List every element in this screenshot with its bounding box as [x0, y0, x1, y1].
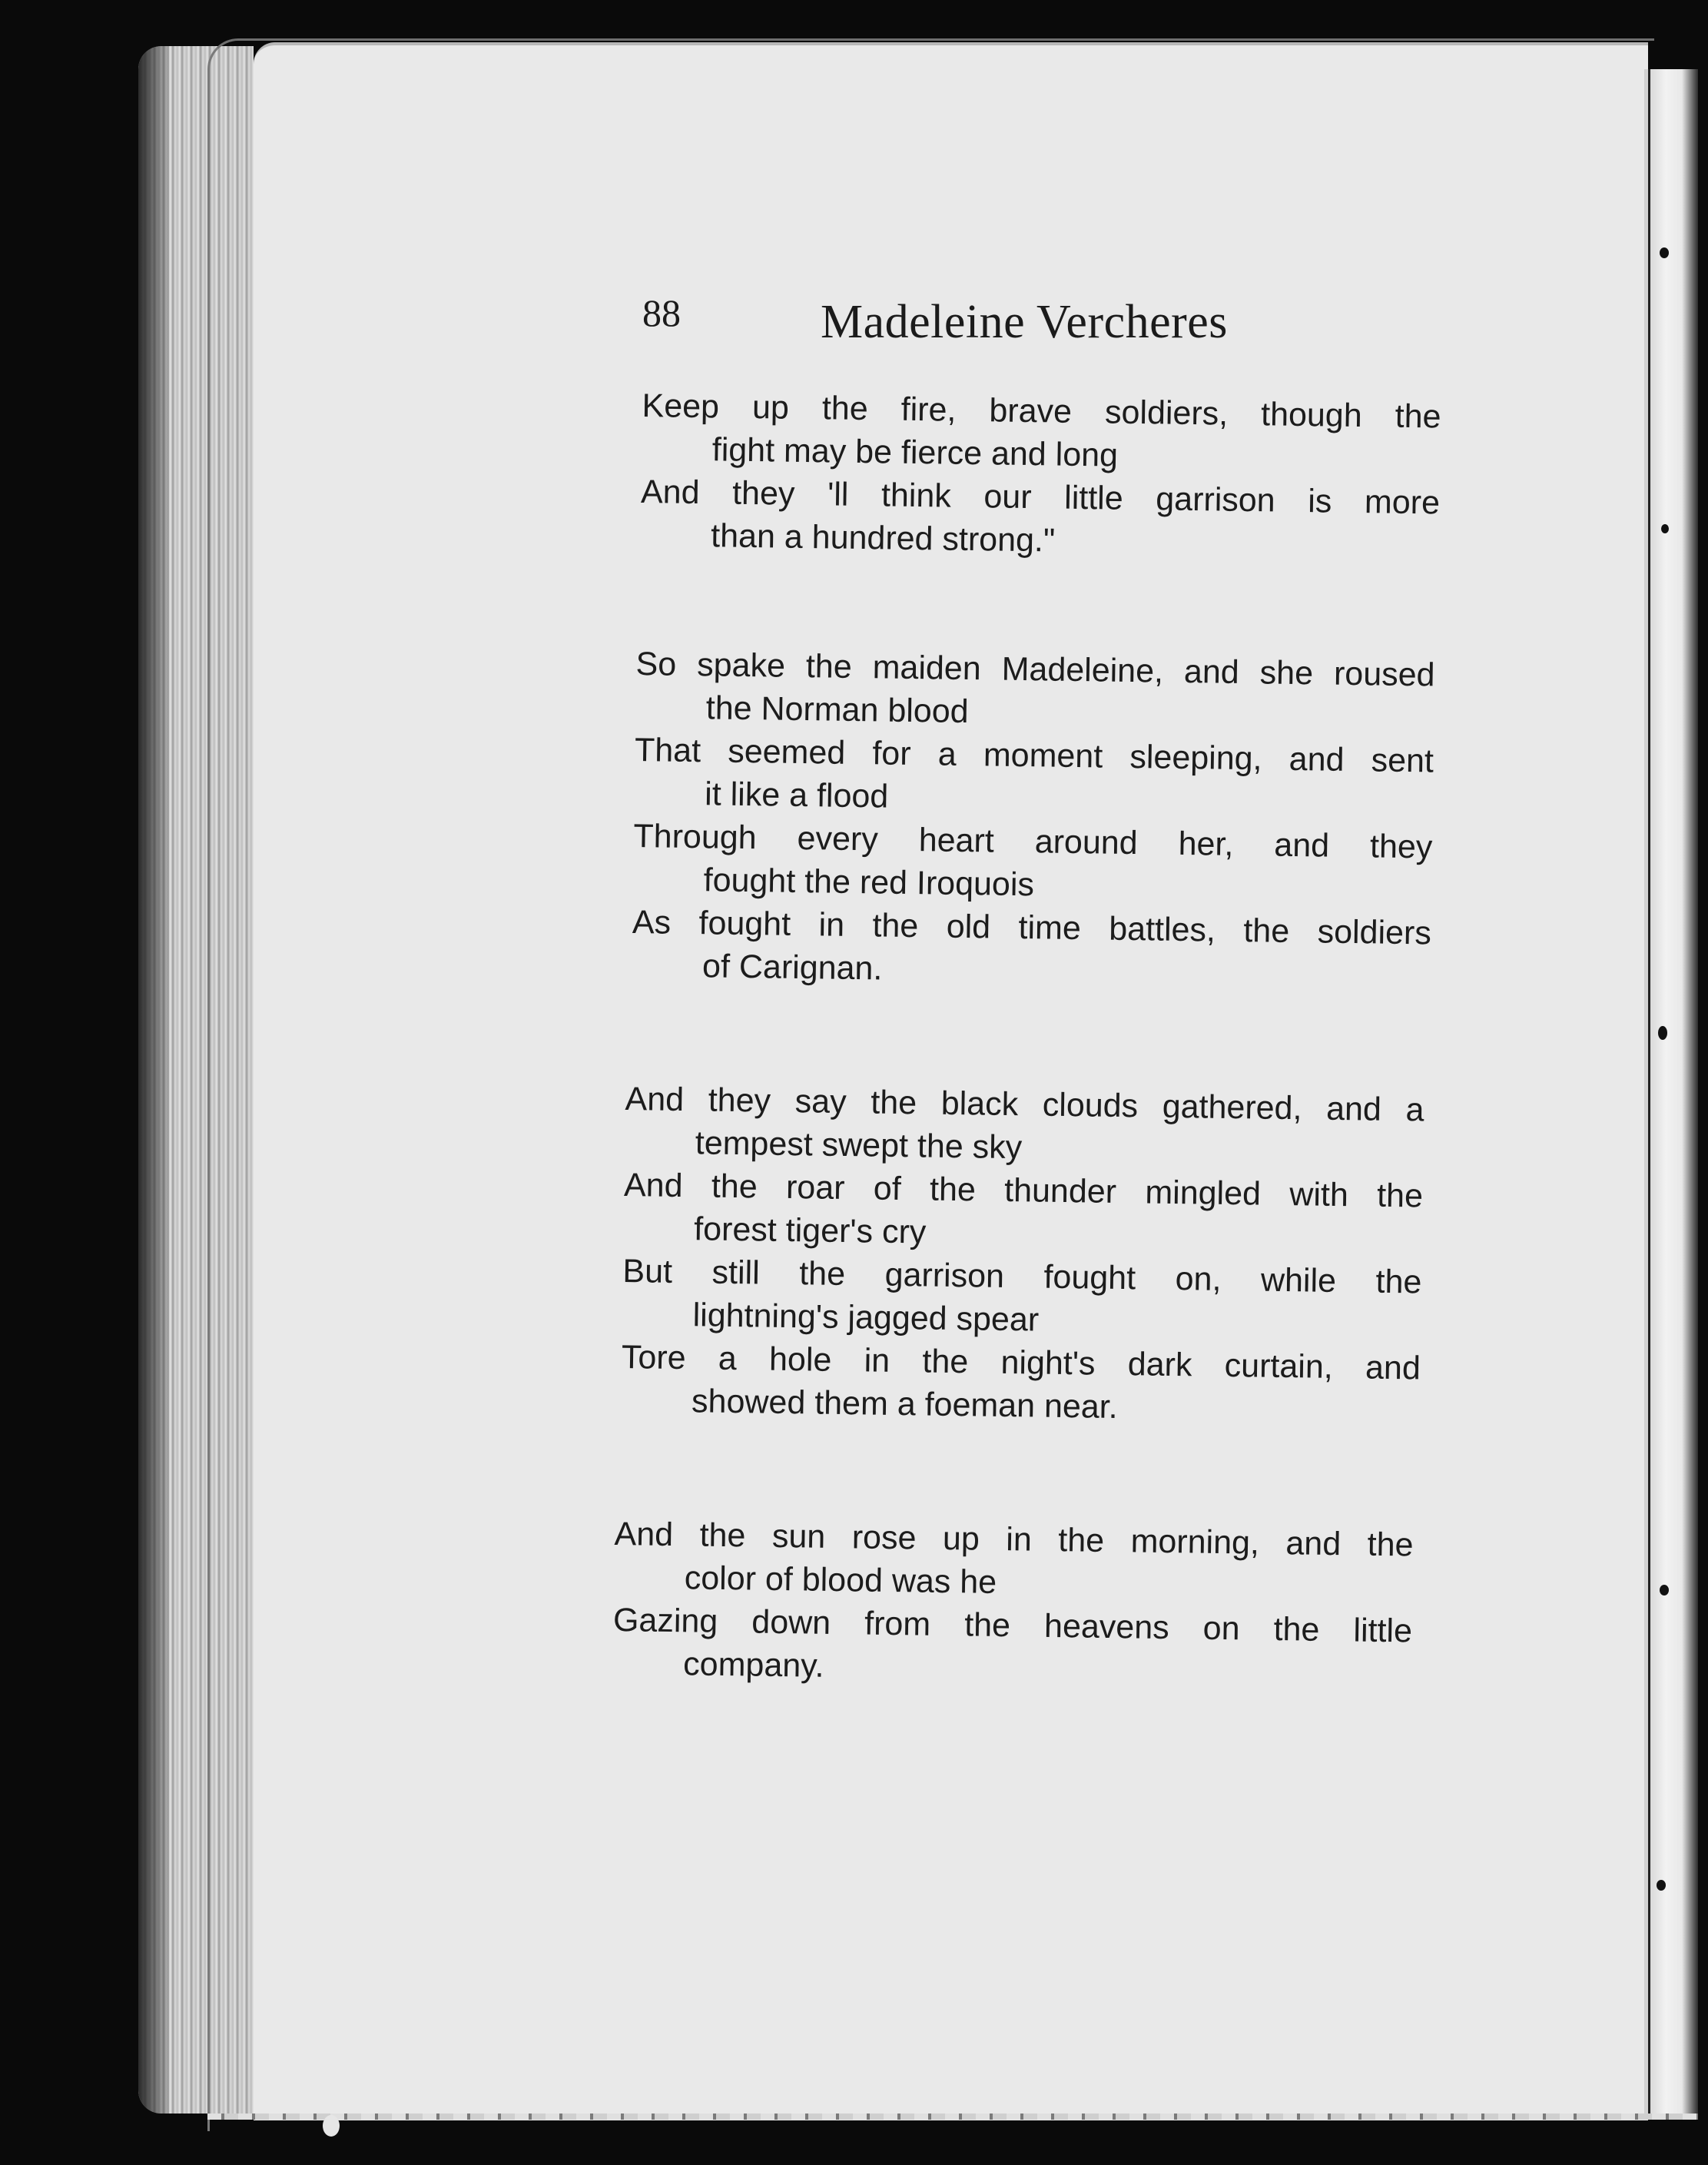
- stanza-1: [640, 384, 1441, 567]
- verse-line-continuation: company.: [682, 1645, 824, 1685]
- scan-speck: [1660, 1585, 1669, 1596]
- verse-line-continuation: of Carignan.: [701, 948, 883, 988]
- fore-edge-shadow: [138, 46, 169, 2114]
- stanza-3: [621, 1078, 1424, 1433]
- bottom-page-edge: [207, 2114, 1698, 2120]
- scan-speck: [1658, 1026, 1667, 1040]
- scan-speck: [1660, 247, 1669, 258]
- verse-line: But still the garrison fought on, while the: [622, 1252, 1422, 1301]
- verse-line-continuation: the Norman blood: [705, 689, 969, 731]
- verse-line-continuation: showed them a foeman near.: [691, 1383, 1118, 1426]
- verse-line-continuation: fight may be fierce and long: [711, 431, 1119, 474]
- verse-line: And the sun rose up in the morning, and the: [614, 1515, 1414, 1564]
- verse-line: Tore a hole in the night's dark curtain, and: [621, 1338, 1421, 1387]
- verse-line: And they say the black clouds gathered, and a: [625, 1080, 1424, 1129]
- binding-rule: [1648, 69, 1650, 2114]
- verse-line: So spake the maiden Madeleine, and she roused: [635, 645, 1435, 694]
- verse-line: Through every heart around her, and they: [633, 817, 1433, 866]
- stanza-4: [612, 1513, 1414, 1695]
- verse-line-continuation: fought the red Iroquois: [703, 862, 1035, 904]
- verse-line: And the roar of the thunder mingled with the: [623, 1166, 1424, 1215]
- running-head: Madeleine Vercheres: [821, 296, 1228, 348]
- verse-line-continuation: forest tiger's cry: [693, 1210, 927, 1251]
- verse-line-continuation: tempest swept the sky: [695, 1124, 1023, 1167]
- verse-line-continuation: lightning's jagged spear: [692, 1297, 1040, 1339]
- binding-strip: [1644, 69, 1698, 2114]
- verse-line: As fought in the old time battles, the soldiers: [632, 903, 1432, 952]
- scan-speck: [323, 2115, 340, 2137]
- verse-line: Keep up the fire, brave soldiers, though the: [642, 387, 1441, 436]
- verse-line: That seemed for a moment sleeping, and sent: [634, 731, 1434, 780]
- verse-line-continuation: it like a flood: [704, 775, 889, 815]
- scan-speck: [1657, 1880, 1666, 1891]
- page-header: [642, 291, 1411, 352]
- verse-line-continuation: than a hundred strong.": [710, 517, 1056, 560]
- verse-line: Gazing down from the heavens on the little: [612, 1601, 1413, 1650]
- stanza-2: [632, 643, 1435, 998]
- verse-line: And they 'll think our little garrison is more: [640, 473, 1441, 522]
- page-number: 88: [642, 291, 681, 334]
- verse-line-continuation: color of blood was he: [684, 1559, 997, 1601]
- scan-speck: [1661, 524, 1669, 533]
